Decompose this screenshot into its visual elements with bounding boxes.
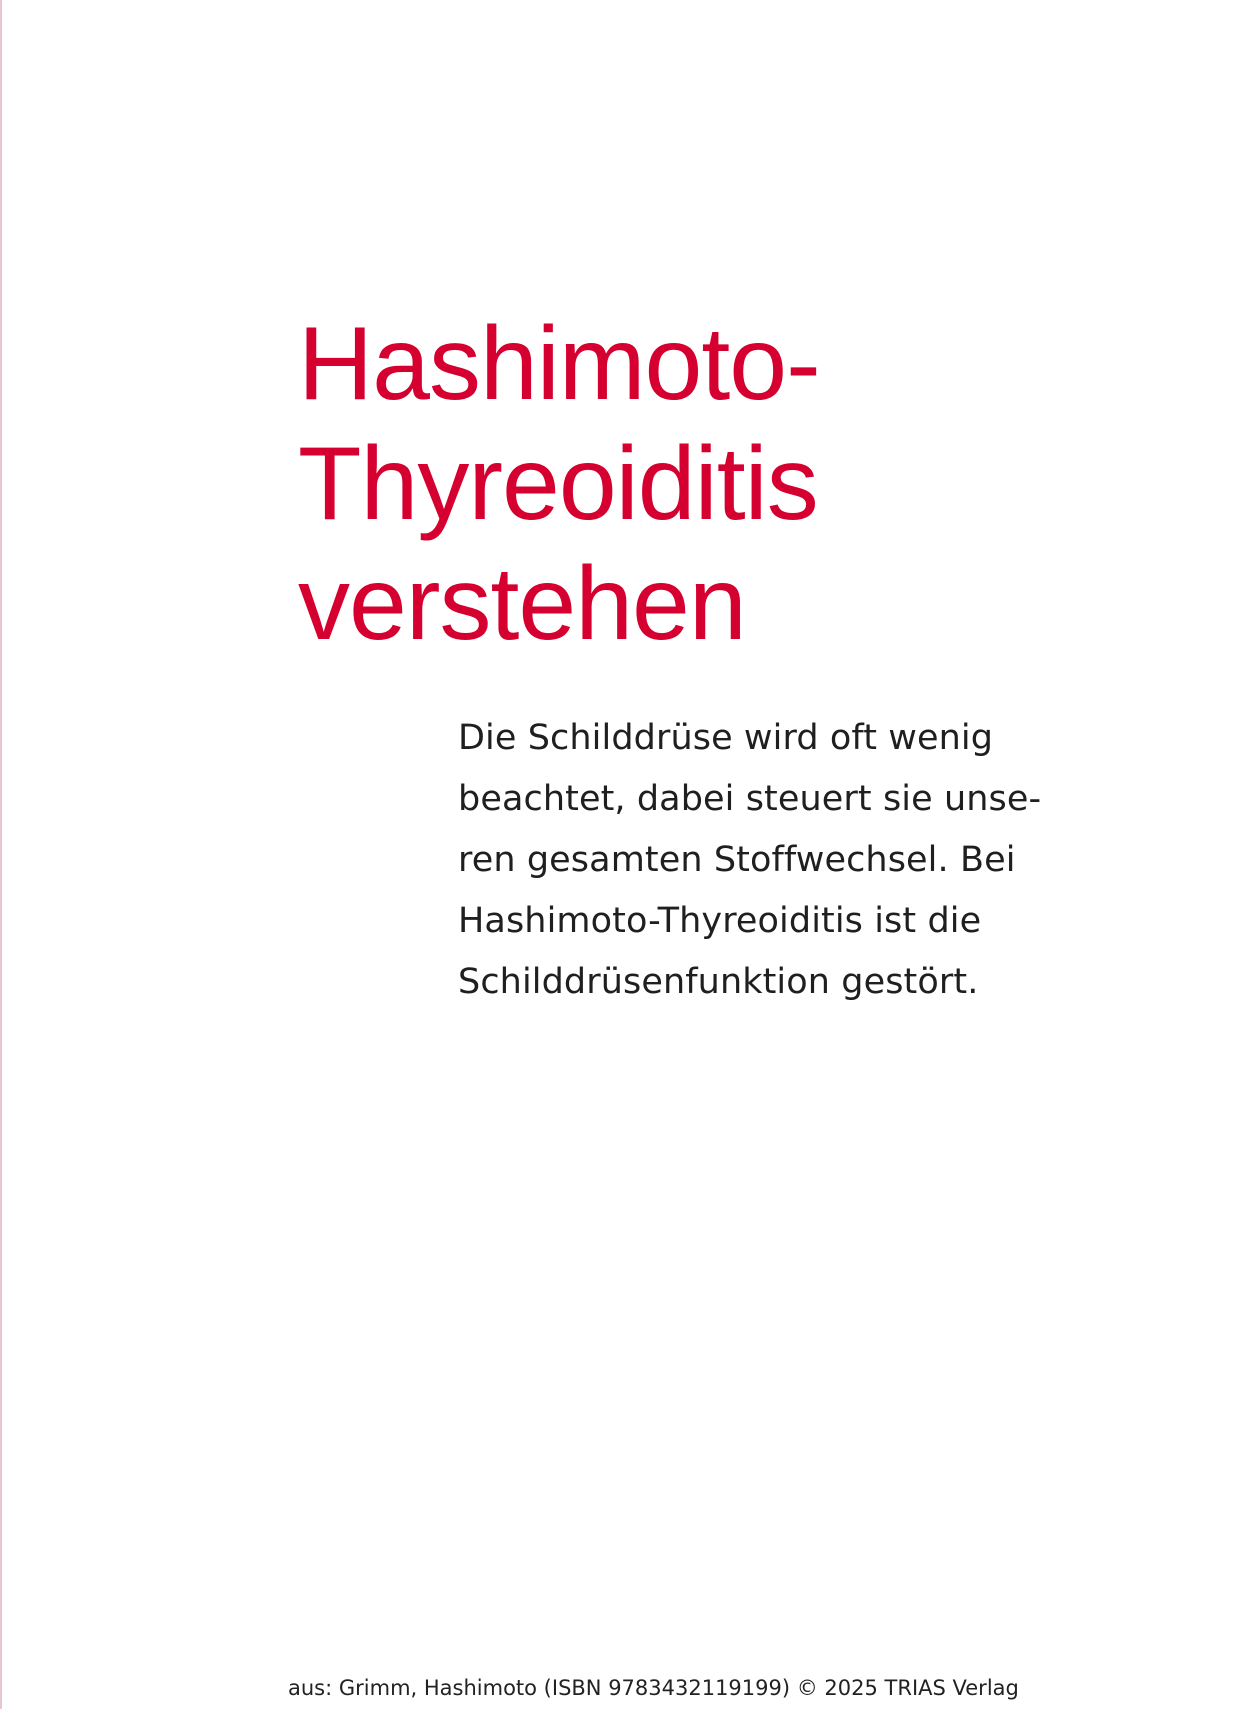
intro-line-3: ren gesamten Stoffwechsel. Bei [458, 840, 1016, 880]
intro-line-1: Die Schilddrüse wird oft wenig [458, 718, 994, 758]
chapter-title-line-3: verstehen [298, 546, 746, 662]
intro-line-2: beachtet, dabei steuert sie unse- [458, 779, 1042, 819]
chapter-title [298, 304, 820, 664]
chapter-title-line-2: Thyreoiditis [298, 426, 818, 542]
chapter-title-line-1: Hashimoto- [298, 306, 820, 422]
source-footer: aus: Grimm, Hashimoto (ISBN 9783432119199) © 2025 TRIAS Verlag [288, 1676, 1019, 1700]
chapter-intro [458, 708, 1041, 1013]
intro-line-5: Schilddrüsenfunktion gestört. [458, 962, 979, 1002]
page-edge-line [0, 0, 2, 1709]
intro-line-4: Hashimoto-Thyreoiditis ist die [458, 901, 982, 941]
